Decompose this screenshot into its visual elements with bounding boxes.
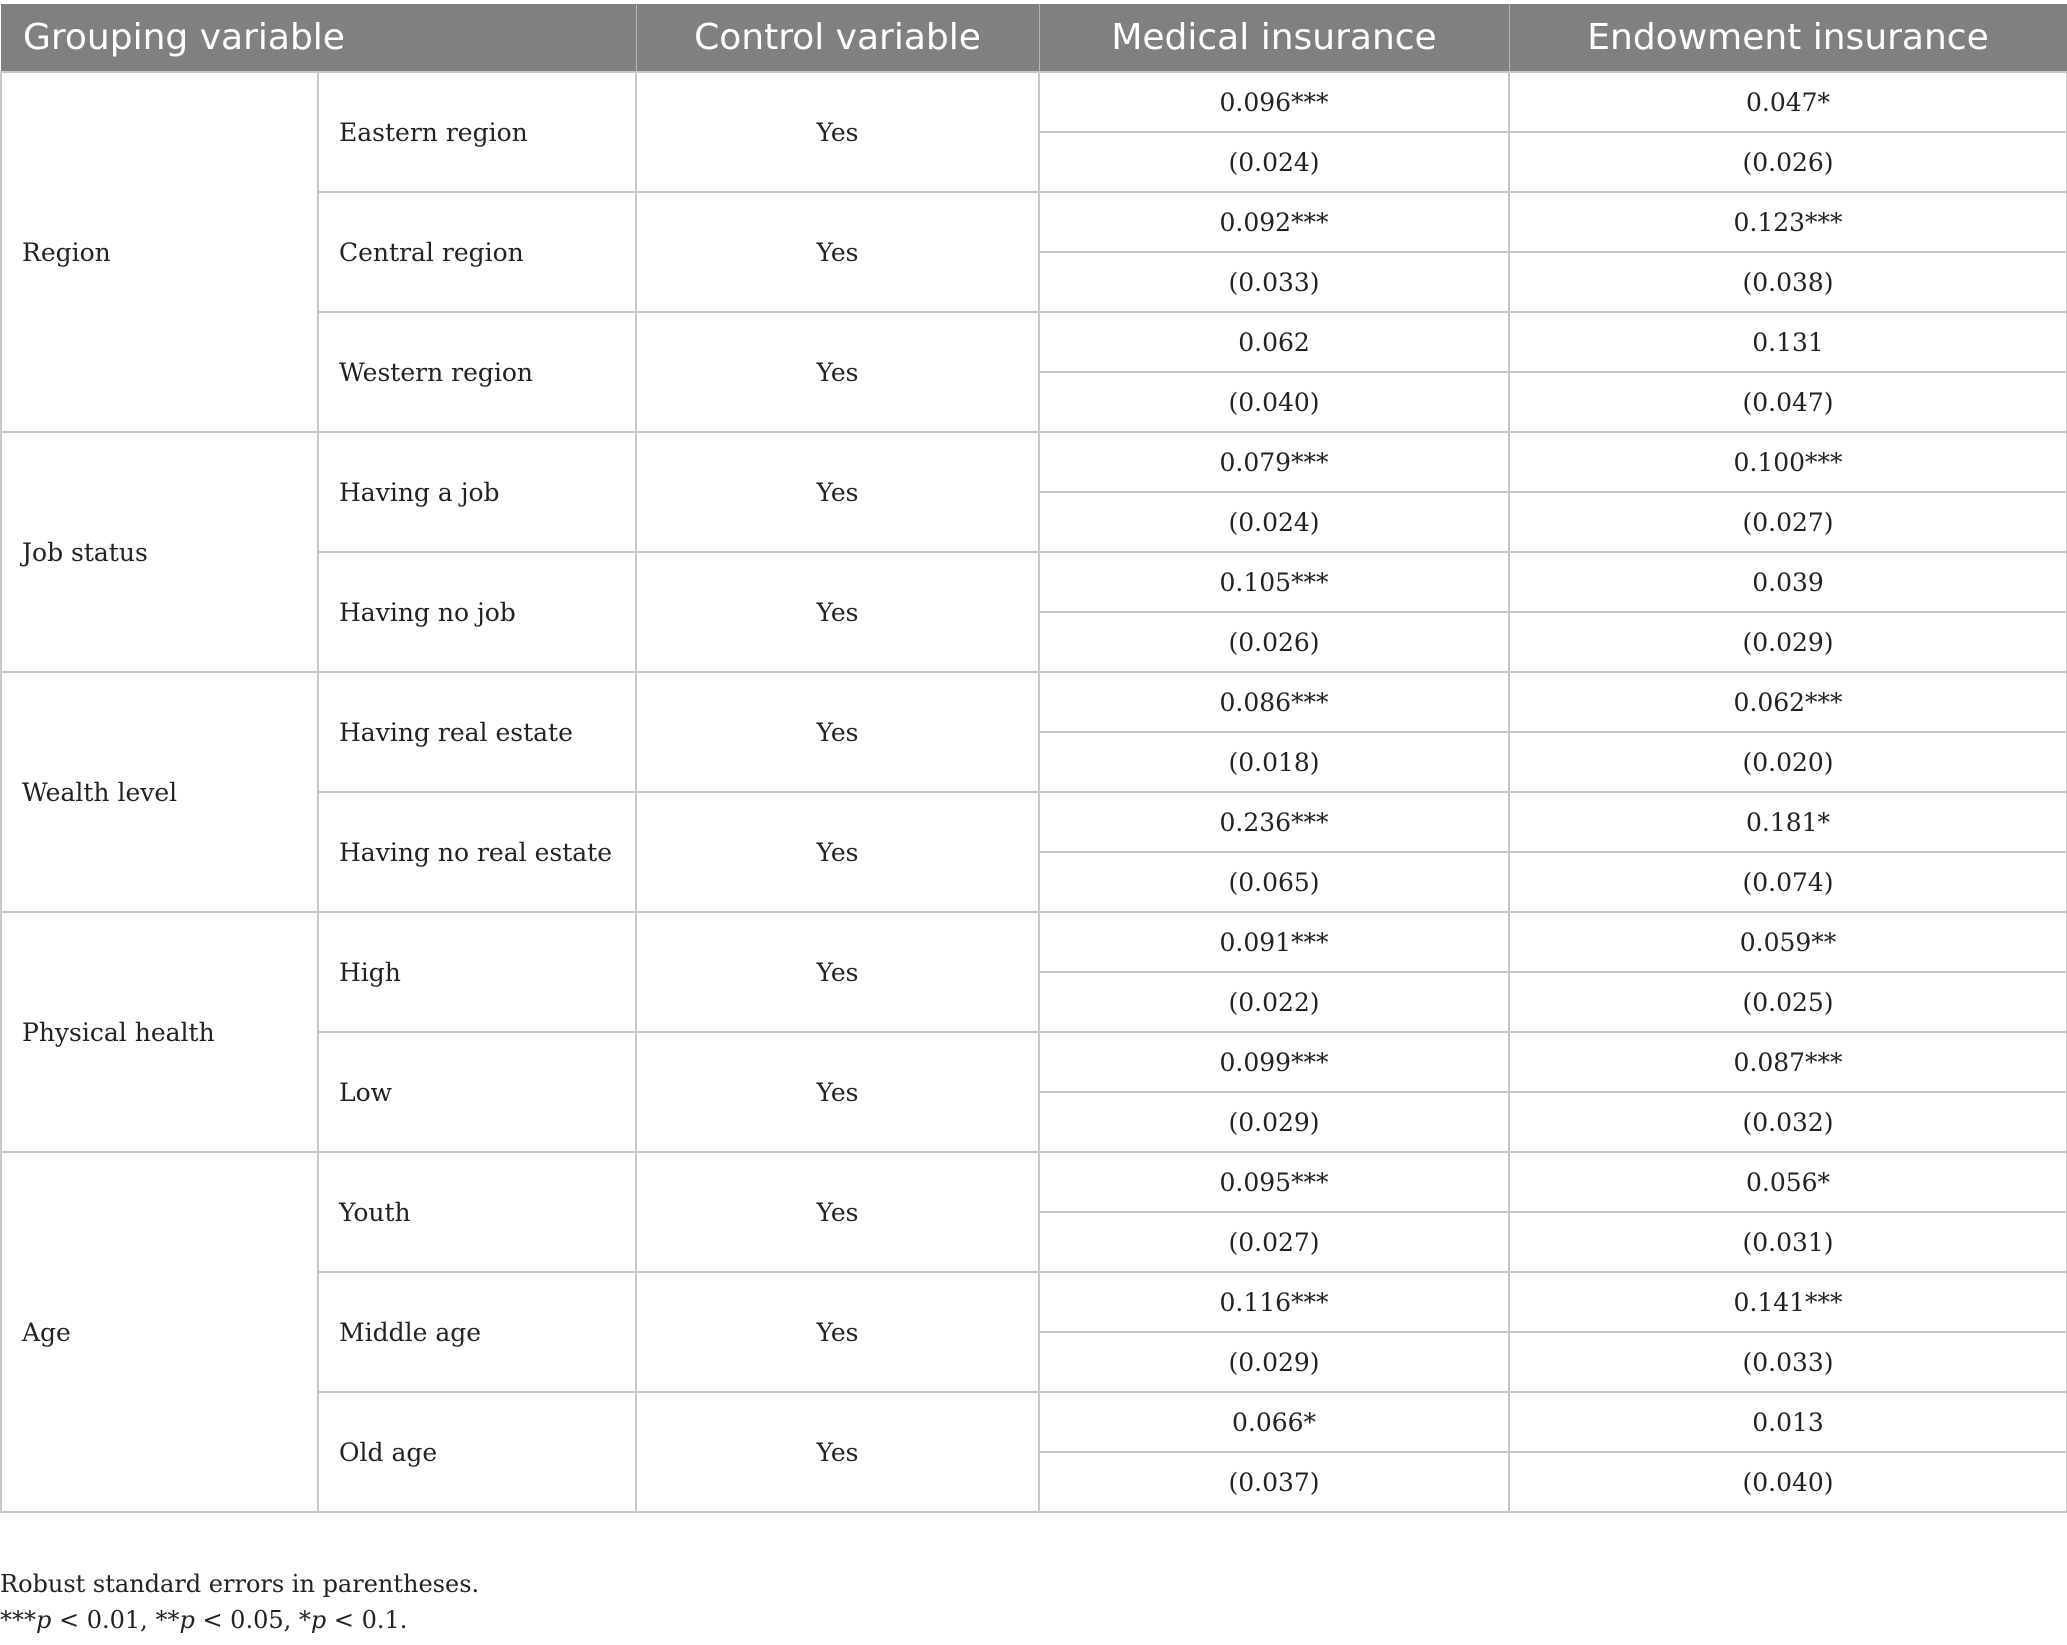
endowment-standard-error: (0.027) — [1509, 492, 2067, 552]
endowment-coefficient: 0.056* — [1509, 1152, 2067, 1212]
subgroup-label: Low — [318, 1032, 636, 1152]
table-header — [1, 4, 2067, 72]
medical-coefficient: 0.092*** — [1039, 192, 1509, 252]
group-label: Physical health — [1, 912, 318, 1152]
endowment-standard-error: (0.020) — [1509, 732, 2067, 792]
endowment-coefficient: 0.087*** — [1509, 1032, 2067, 1092]
medical-standard-error: (0.040) — [1039, 372, 1509, 432]
medical-standard-error: (0.024) — [1039, 492, 1509, 552]
endowment-coefficient: 0.131 — [1509, 312, 2067, 372]
subgroup-label: Old age — [318, 1392, 636, 1512]
endowment-coefficient: 0.100*** — [1509, 432, 2067, 492]
subgroup-label: Western region — [318, 312, 636, 432]
endowment-standard-error: (0.026) — [1509, 132, 2067, 192]
subgroup-label: Having real estate — [318, 672, 636, 792]
medical-coefficient: 0.079*** — [1039, 432, 1509, 492]
medical-standard-error: (0.065) — [1039, 852, 1509, 912]
header-endowment-insurance: Endowment insurance — [1509, 4, 2067, 72]
endowment-coefficient: 0.039 — [1509, 552, 2067, 612]
endowment-standard-error: (0.031) — [1509, 1212, 2067, 1272]
medical-standard-error: (0.022) — [1039, 972, 1509, 1032]
endowment-standard-error: (0.032) — [1509, 1092, 2067, 1152]
table-row — [1, 72, 2067, 132]
table-body — [1, 72, 2067, 1512]
endowment-coefficient: 0.181* — [1509, 792, 2067, 852]
medical-coefficient: 0.116*** — [1039, 1272, 1509, 1332]
control-variable-cell: Yes — [636, 1032, 1039, 1152]
note-significance: ***p < 0.01, **p < 0.05, *p < 0.1. — [0, 1606, 408, 1634]
endowment-coefficient: 0.047* — [1509, 72, 2067, 132]
medical-standard-error: (0.029) — [1039, 1332, 1509, 1392]
medical-coefficient: 0.099*** — [1039, 1032, 1509, 1092]
subgroup-label: High — [318, 912, 636, 1032]
subgroup-label: Youth — [318, 1152, 636, 1272]
control-variable-cell: Yes — [636, 312, 1039, 432]
endowment-coefficient: 0.123*** — [1509, 192, 2067, 252]
table-notes — [0, 1566, 479, 1638]
endowment-coefficient: 0.013 — [1509, 1392, 2067, 1452]
table-row — [1, 912, 2067, 972]
subgroup-label: Eastern region — [318, 72, 636, 192]
endowment-standard-error: (0.038) — [1509, 252, 2067, 312]
medical-coefficient: 0.096*** — [1039, 72, 1509, 132]
control-variable-cell: Yes — [636, 1392, 1039, 1512]
header-control-variable: Control variable — [636, 4, 1039, 72]
endowment-coefficient: 0.062*** — [1509, 672, 2067, 732]
endowment-standard-error: (0.029) — [1509, 612, 2067, 672]
endowment-standard-error: (0.025) — [1509, 972, 2067, 1032]
group-label: Age — [1, 1152, 318, 1512]
subgroup-label: Having no job — [318, 552, 636, 672]
subgroup-label: Having no real estate — [318, 792, 636, 912]
header-medical-insurance: Medical insurance — [1039, 4, 1509, 72]
medical-coefficient: 0.236*** — [1039, 792, 1509, 852]
table-row — [1, 1152, 2067, 1212]
medical-standard-error: (0.029) — [1039, 1092, 1509, 1152]
control-variable-cell: Yes — [636, 672, 1039, 792]
endowment-standard-error: (0.047) — [1509, 372, 2067, 432]
control-variable-cell: Yes — [636, 72, 1039, 192]
medical-coefficient: 0.086*** — [1039, 672, 1509, 732]
control-variable-cell: Yes — [636, 1152, 1039, 1272]
subgroup-label: Middle age — [318, 1272, 636, 1392]
medical-standard-error: (0.026) — [1039, 612, 1509, 672]
medical-standard-error: (0.024) — [1039, 132, 1509, 192]
medical-coefficient: 0.105*** — [1039, 552, 1509, 612]
medical-standard-error: (0.033) — [1039, 252, 1509, 312]
control-variable-cell: Yes — [636, 912, 1039, 1032]
group-label: Region — [1, 72, 318, 432]
control-variable-cell: Yes — [636, 192, 1039, 312]
endowment-standard-error: (0.033) — [1509, 1332, 2067, 1392]
control-variable-cell: Yes — [636, 1272, 1039, 1392]
group-label: Job status — [1, 432, 318, 672]
subgroup-label: Central region — [318, 192, 636, 312]
endowment-coefficient: 0.059** — [1509, 912, 2067, 972]
endowment-standard-error: (0.074) — [1509, 852, 2067, 912]
endowment-standard-error: (0.040) — [1509, 1452, 2067, 1512]
medical-standard-error: (0.037) — [1039, 1452, 1509, 1512]
header-row — [1, 4, 2067, 72]
medical-coefficient: 0.095*** — [1039, 1152, 1509, 1212]
subgroup-label: Having a job — [318, 432, 636, 552]
endowment-coefficient: 0.141*** — [1509, 1272, 2067, 1332]
results-table — [0, 4, 2067, 1513]
control-variable-cell: Yes — [636, 792, 1039, 912]
control-variable-cell: Yes — [636, 552, 1039, 672]
note-standard-errors: Robust standard errors in parentheses. — [0, 1570, 480, 1598]
table-row — [1, 672, 2067, 732]
medical-coefficient: 0.066* — [1039, 1392, 1509, 1452]
medical-coefficient: 0.062 — [1039, 312, 1509, 372]
medical-standard-error: (0.018) — [1039, 732, 1509, 792]
header-grouping-variable: Grouping variable — [1, 4, 636, 72]
control-variable-cell: Yes — [636, 432, 1039, 552]
group-label: Wealth level — [1, 672, 318, 912]
medical-standard-error: (0.027) — [1039, 1212, 1509, 1272]
medical-coefficient: 0.091*** — [1039, 912, 1509, 972]
table-row — [1, 432, 2067, 492]
